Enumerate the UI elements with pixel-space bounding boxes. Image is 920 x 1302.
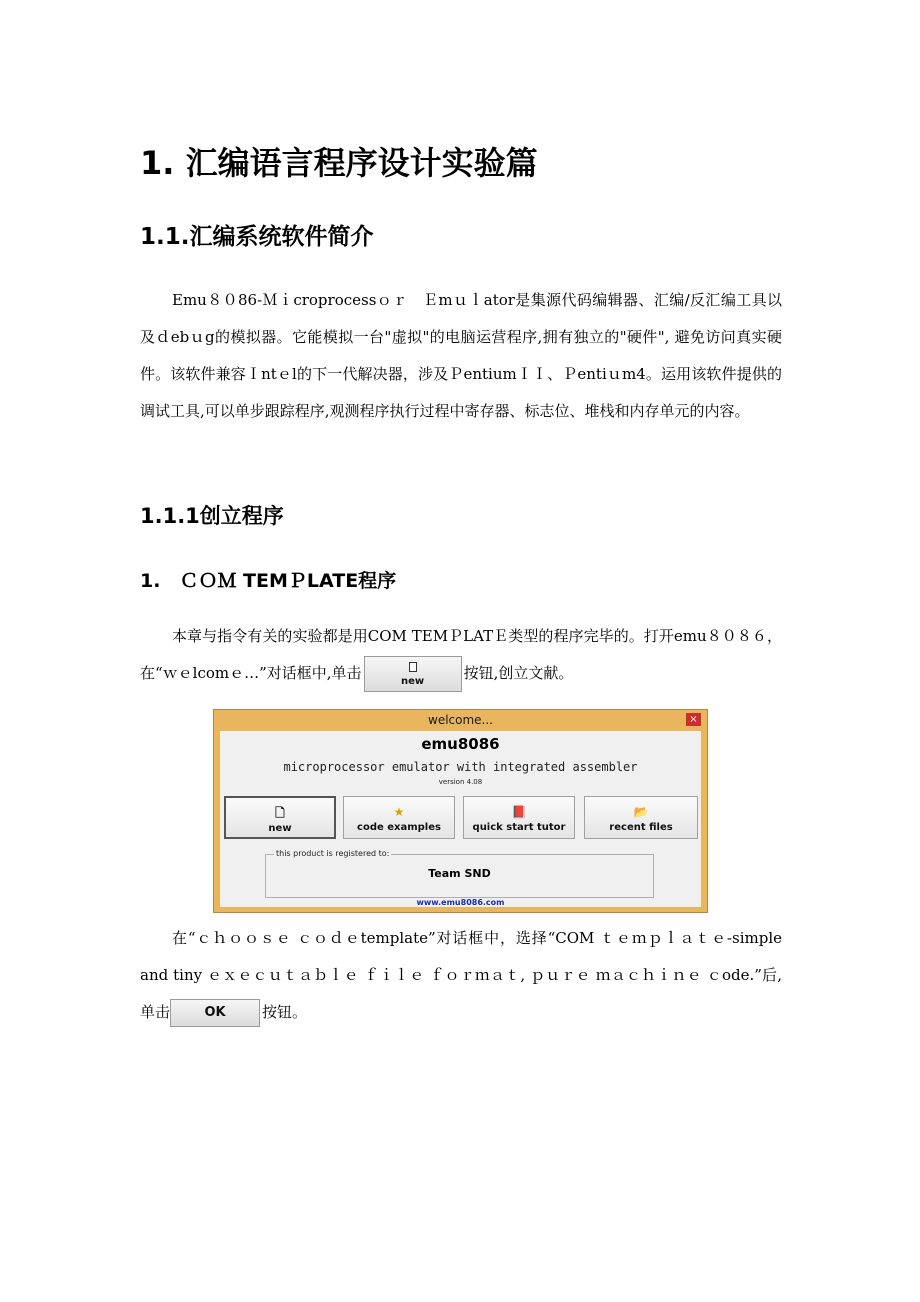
app-name: emu8086 <box>421 735 500 753</box>
close-icon[interactable]: × <box>686 713 701 726</box>
star-icon: ★ <box>393 805 405 819</box>
subsection-heading: 1.1.1创立程序 <box>140 504 284 528</box>
template-text-before: 在“ｃｈｏｏｓｅ ｃｏｄｅtemplate”对话框中，选择“COM ｔｅｍｐｌａｔｅ-simple and tiny ｅｘｅｃｕｔａｂｌｅ ｆｉｌｅ ｆｏｒｍａｔ, ｐｕｒｅ ｍａｃｈｉｎｅ ｃode.”后,单击 <box>140 929 782 1021</box>
app-version: version 4.08 <box>438 778 483 786</box>
com-template-heading: 1. ＣＯＭ TEMＰLATE程序 <box>140 570 397 592</box>
instruction-text-before: 本章与指令有关的实验都是用COM TEMＰLATＥ类型的程序完毕的。打开emu８０８６，在“ｗｅlcomｅ…”对话框中,单击 <box>140 627 782 682</box>
inline-new-button-image <box>364 656 462 692</box>
instruction-text-after: 按钮,创立文献。 <box>463 664 574 682</box>
quick-start-tutor-button[interactable] <box>463 796 575 839</box>
section-heading: 1.1.汇编系统软件简介 <box>140 224 374 250</box>
app-subtitle: microprocessor emulator with integrated assembler <box>283 760 638 774</box>
folder-icon: 📂 <box>633 805 649 819</box>
recent-files-button[interactable] <box>584 796 698 839</box>
welcome-dialog-screenshot <box>213 709 708 913</box>
instruction-paragraph-open <box>140 618 782 692</box>
inline-new-label: new <box>400 676 425 687</box>
registration-box <box>265 849 654 898</box>
dialog-client-area <box>220 731 701 907</box>
intro-paragraph: Emu８０86-Ｍｉcroprocessｏｒ Ｅmｕｌator是集源代码编辑器、汇编/反汇编工具以及ｄebｕg的模拟器。它能模拟一台"虚拟"的电脑运营程序,拥有独立的"硬件", 避免访问真实硬件。该软件兼容Ｉntｅl的下一代解决器，涉及ＰentiumＩＩ、Ｐentiｕm4。运用该软件提供的调试工具,可以单步跟踪程序,观测程序执行过程中寄存器、标志位、堆栈和内存单元的内容。 <box>140 291 782 420</box>
new-button-label: new <box>268 823 292 834</box>
website-link[interactable]: www.emu8086.com <box>416 898 505 907</box>
instruction-paragraph-template <box>140 920 782 1031</box>
dialog-title: welcome... <box>428 713 493 727</box>
document-icon: 🗋 <box>275 806 285 820</box>
recent-files-label: recent files <box>609 822 673 833</box>
new-button[interactable] <box>224 796 336 839</box>
document-icon <box>409 662 417 672</box>
book-icon: 📕 <box>511 805 527 819</box>
code-examples-button[interactable] <box>343 796 455 839</box>
template-text-after: 按钮。 <box>262 1003 308 1021</box>
quick-start-tutor-label: quick start tutor <box>472 822 566 833</box>
registration-label: this product is registered to: <box>276 849 390 858</box>
chapter-heading: 1. 汇编语言程序设计实验篇 <box>140 144 538 182</box>
code-examples-label: code examples <box>357 822 441 833</box>
registered-name: Team SND <box>428 867 491 880</box>
inline-ok-button-image: OK <box>170 999 260 1027</box>
